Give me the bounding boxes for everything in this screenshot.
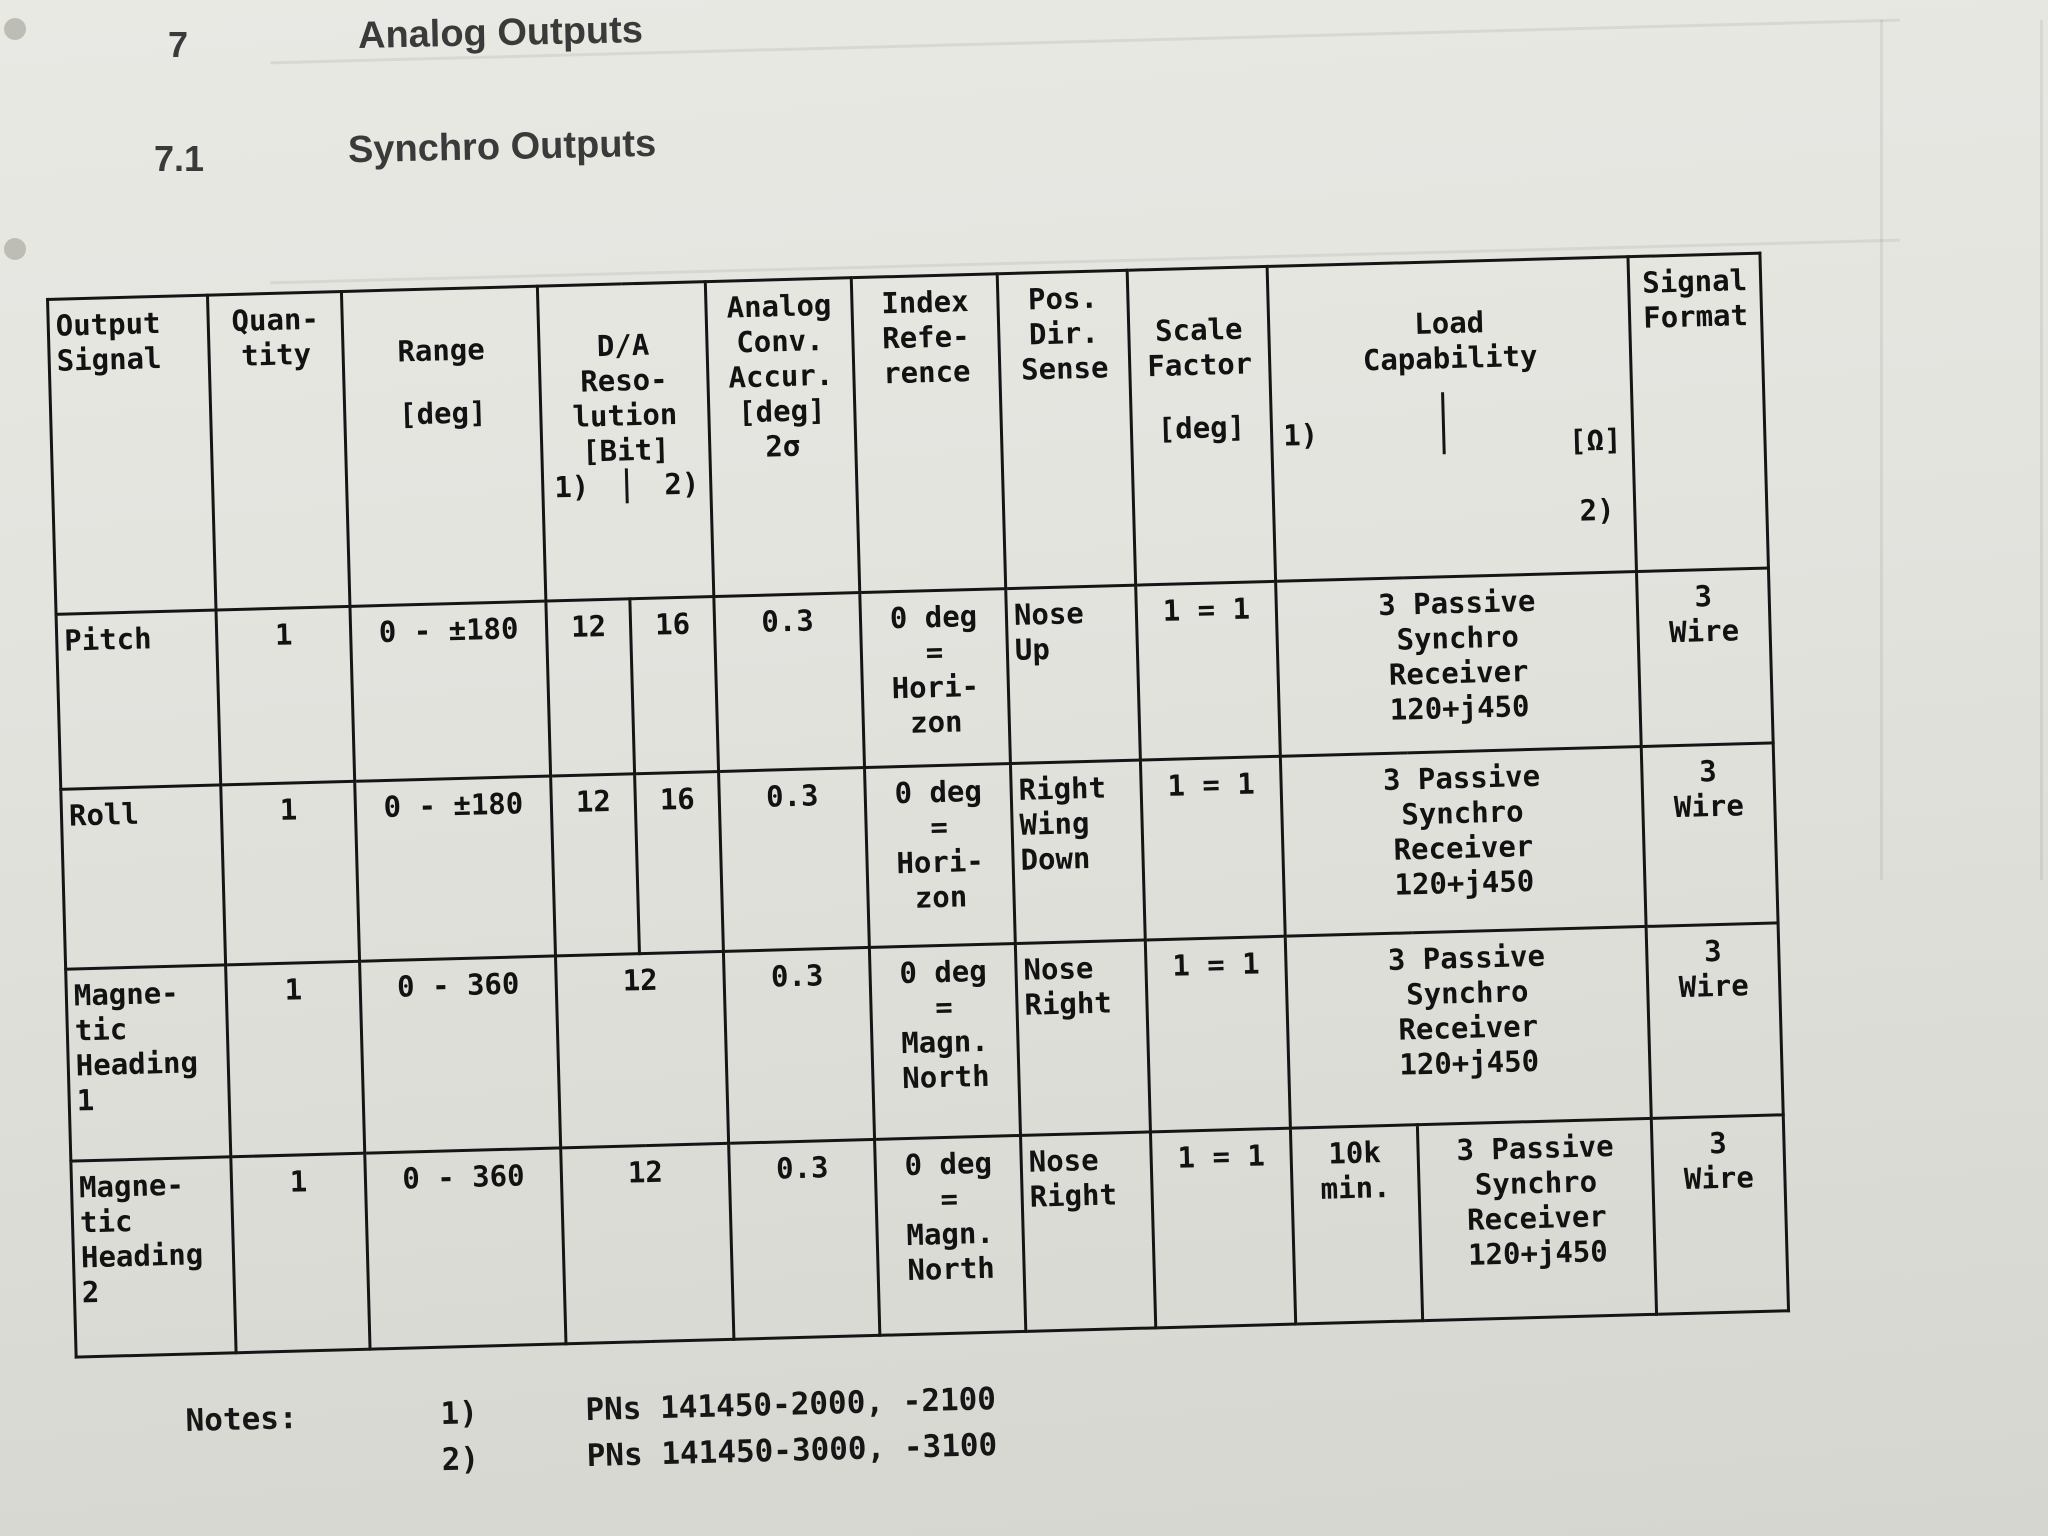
cell-signal: Magne- tic Heading 1 — [66, 965, 231, 1161]
header-output-signal: Output Signal — [48, 295, 216, 614]
cell-load-capability: 3 Passive Synchro Receiver 120+j450 — [1276, 572, 1642, 757]
notes-block — [185, 1376, 998, 1490]
header-range — [341, 286, 545, 606]
header-da-resolution-notes — [550, 466, 704, 505]
cell-quantity: 1 — [216, 606, 355, 785]
cell-signal: Pitch — [56, 610, 221, 789]
cell-resolution-2: 16 — [635, 771, 724, 953]
cell-range: 0 - ±180 — [355, 776, 556, 961]
note-text: PNs 141450-2000, -2100 — [584, 1381, 997, 1429]
cell-resolution: 12 — [561, 1143, 734, 1343]
cell-pos-dir-sense: Nose Right — [1015, 940, 1150, 1135]
section-title: Analog Outputs — [357, 9, 644, 57]
header-signal-format: Signal Format — [1628, 253, 1768, 571]
cell-load-capability: 3 Passive Synchro Receiver 120+j450 — [1280, 747, 1646, 937]
subsection-number: 7.1 — [154, 138, 205, 179]
cell-resolution-1: 12 — [546, 599, 635, 776]
header-load-note-1: 1) — [1282, 417, 1319, 453]
cell-range: 0 - ±180 — [350, 601, 551, 781]
header-range-unit: [deg] — [398, 395, 487, 432]
cell-signal-format: 3 Wire — [1646, 923, 1783, 1119]
note-text: PNs 141450-3000, -3100 — [586, 1427, 998, 1475]
cell-accuracy: 0.3 — [714, 593, 865, 772]
cell-signal-format: 3 Wire — [1636, 568, 1773, 747]
cell-index-reference: 0 deg = Hori- zon — [860, 589, 1011, 768]
cell-index-reference: 0 deg = Magn. North — [869, 944, 1020, 1140]
cell-resolution-2: 16 — [630, 597, 719, 774]
cell-pos-dir-sense: Right Wing Down — [1010, 760, 1145, 943]
cell-quantity: 1 — [231, 1153, 370, 1353]
header-index-reference: Index Refe- rence — [851, 274, 1005, 593]
header-load-unit: [Ω] — [1568, 422, 1622, 458]
header-load-divider — [1441, 392, 1446, 454]
cell-scale-factor: 1 = 1 — [1145, 936, 1290, 1132]
header-da-note-2: 2) — [663, 466, 700, 502]
synchro-outputs-table-wrap — [46, 252, 1790, 1359]
cell-resolution: 12 — [555, 951, 728, 1147]
note-number: 2) — [441, 1441, 480, 1479]
header-load-unit-and-note-2 — [1568, 387, 1624, 528]
notes-label-spacer — [187, 1460, 442, 1467]
header-scale-factor — [1127, 266, 1275, 585]
header-quantity: Quan- tity — [207, 292, 349, 611]
punch-hole — [4, 18, 26, 40]
header-da-divider — [625, 468, 629, 503]
cell-load-impedance: 10k min. — [1290, 1125, 1422, 1324]
header-scale-factor-unit: [deg] — [1157, 409, 1246, 446]
cell-signal: Roll — [61, 785, 226, 969]
cell-accuracy: 0.3 — [729, 1139, 880, 1339]
cell-scale-factor: 1 = 1 — [1150, 1128, 1295, 1328]
header-da-note-1: 1) — [553, 469, 590, 505]
cell-accuracy: 0.3 — [723, 947, 874, 1143]
table-header-row — [48, 253, 1769, 614]
cell-range: 0 - 360 — [360, 956, 561, 1153]
header-analog-accuracy: Analog Conv. Accur. [deg] 2σ — [705, 278, 859, 597]
cell-resolution-1: 12 — [551, 774, 640, 956]
bleed-through-line — [1880, 20, 1883, 880]
cell-quantity: 1 — [221, 781, 360, 965]
header-load-notes — [1278, 387, 1628, 536]
note-number: 1) — [440, 1395, 479, 1433]
notes-label: Notes: — [185, 1399, 299, 1439]
cell-index-reference: 0 deg = Magn. North — [875, 1135, 1026, 1335]
cell-range: 0 - 360 — [365, 1148, 566, 1349]
cell-load-capability: 3 Passive Synchro Receiver 120+j450 — [1285, 926, 1651, 1128]
header-load-capability — [1267, 257, 1636, 582]
header-load-capability-label: Load Capability — [1362, 305, 1538, 378]
cell-scale-factor: 1 = 1 — [1140, 756, 1285, 940]
cell-signal-format: 3 Wire — [1641, 743, 1778, 927]
cell-pos-dir-sense: Nose Up — [1006, 585, 1141, 763]
cell-accuracy: 0.3 — [719, 768, 870, 952]
header-da-resolution — [537, 282, 713, 601]
bleed-through-line — [2040, 20, 2043, 880]
cell-index-reference: 0 deg = Hori- zon — [865, 764, 1016, 948]
cell-signal: Magne- tic Heading 2 — [71, 1157, 236, 1357]
header-da-resolution-label: D/A Reso- lution [Bit] — [572, 327, 678, 469]
cell-load-capability: 3 Passive Synchro Receiver 120+j450 — [1417, 1118, 1656, 1320]
header-load-note-2: 2) — [1579, 492, 1616, 528]
cell-pos-dir-sense: Nose Right — [1021, 1132, 1156, 1331]
subsection-title: Synchro Outputs — [347, 122, 657, 172]
punch-hole — [4, 238, 26, 260]
header-range-label: Range — [396, 332, 486, 369]
cell-signal-format: 3 Wire — [1651, 1115, 1788, 1314]
section-number: 7 — [168, 24, 189, 65]
header-scale-factor-label: Scale Factor — [1146, 311, 1253, 384]
header-pos-dir-sense: Pos. Dir. Sense — [997, 270, 1135, 588]
cell-quantity: 1 — [226, 961, 365, 1157]
cell-scale-factor: 1 = 1 — [1136, 581, 1281, 760]
synchro-outputs-table — [46, 252, 1790, 1359]
